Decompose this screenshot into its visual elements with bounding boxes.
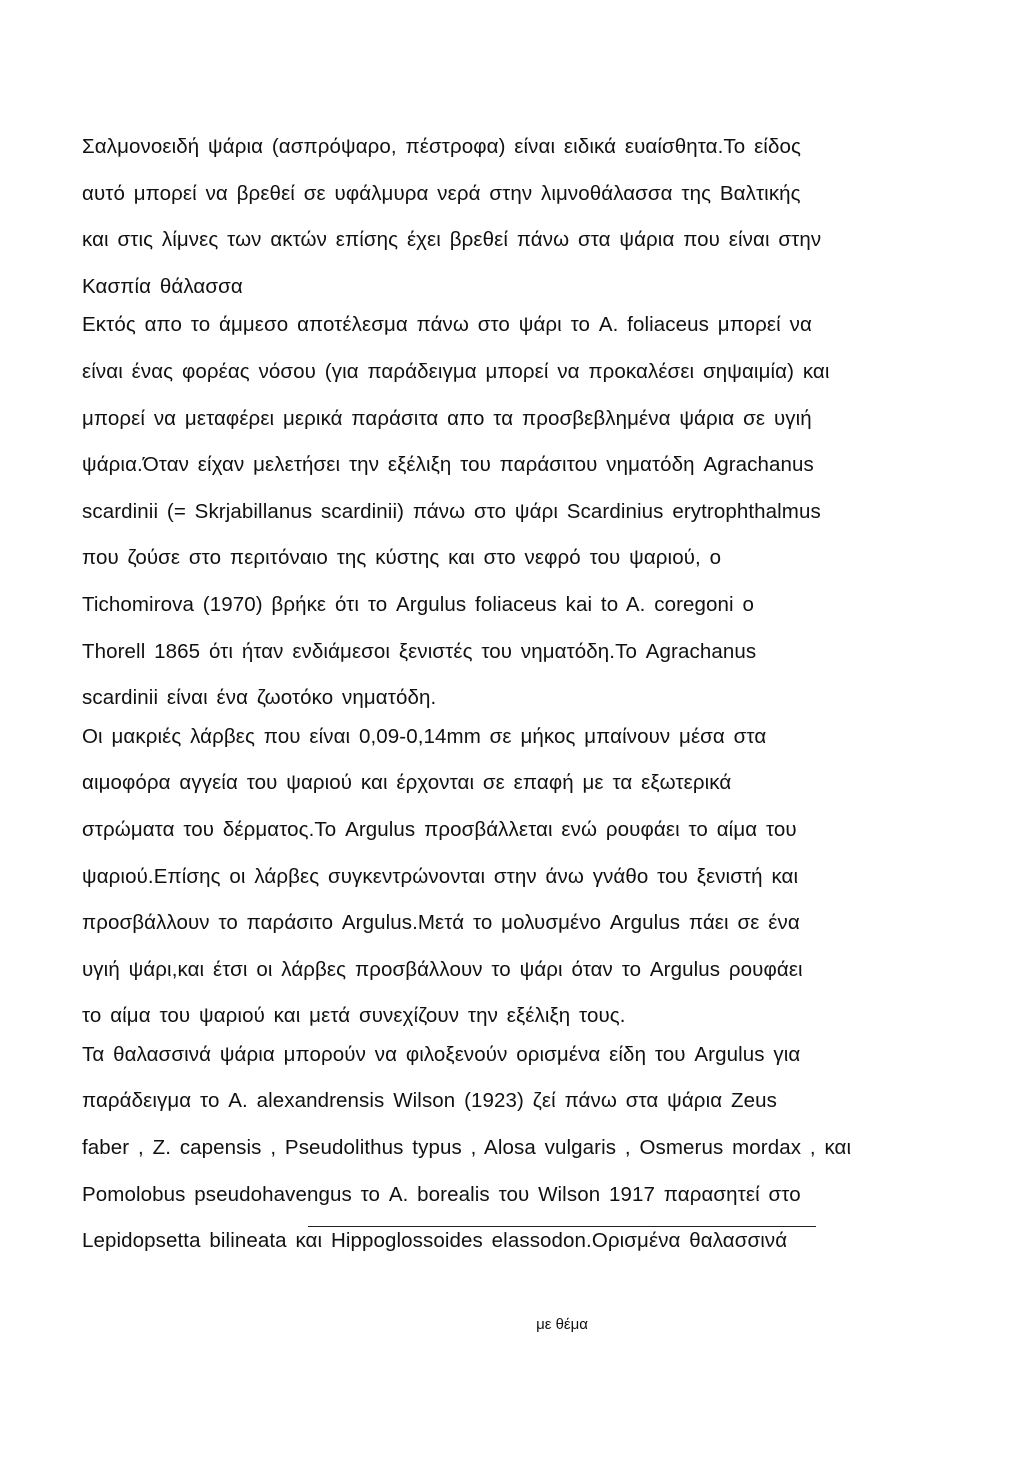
text-line: στρώματα του δέρματος.Το Argulus προσβάλλεται ενώ ρουφάει το αίμα του	[82, 817, 797, 841]
text-line: scardinii (= Skrjabillanus scardinii) πάνω στο ψάρι Scardinius erytrophthalmus	[82, 499, 821, 523]
text-line: αιμοφόρα αγγεία του ψαριού και έρχονται σε επαφή με τα εξωτερικά	[82, 771, 732, 795]
body-text	[82, 134, 942, 1275]
text-line: παράδειγμα το A. alexandrensis Wilson (1923) ζεί πάνω στα ψάρια Zeus	[82, 1089, 777, 1113]
text-line: προσβάλλουν το παράσιτο Argulus.Μετά το μολυσμένο Argulus πάει σε ένα	[82, 911, 800, 935]
text-line: που ζούσε στο περιτόναιο της κύστης και στο νεφρό του ψαριού, ο	[82, 546, 722, 570]
footer-text: με θέμα	[536, 1316, 588, 1333]
footnote-divider	[308, 1226, 816, 1227]
text-line: αυτό μπορεί να βρεθεί σε υφάλμυρα νερά στην λιμνοθάλασσα της Βαλτικής	[82, 181, 801, 205]
text-line: ψάρια.Όταν είχαν μελετήσει την εξέλιξη του παράσιτου νηματόδη Agrachanus	[82, 453, 814, 477]
text-line: Σαλμονοειδή ψάρια (ασπρόψαρο, πέστροφα) είναι ειδικά ευαίσθητα.Το είδος	[82, 135, 801, 158]
text-line: το αίμα του ψαριού και μετά συνεχίζουν την εξέλιξη τους.	[82, 1004, 626, 1028]
text-line: Thorell 1865 ότι ήταν ενδιάμεσοι ξενιστές του νηματόδη.Το Agrachanus	[82, 639, 757, 663]
text-line: μπορεί να μεταφέρει μερικά παράσιτα απο τα προσβεβλημένα ψάρια σε υγιή	[82, 406, 812, 430]
text-line: faber , Z. capensis , Pseudolithus typus , Alosa vulgaris , Osmerus mordax , και	[82, 1136, 852, 1160]
text-line: scardinii είναι ένα ζωοτόκο νηματόδη.	[82, 686, 437, 710]
text-line: είναι ένας φορέας νόσου (για παράδειγμα μπορεί να προκαλέσει σηψαιμία) και	[82, 359, 830, 383]
text-line: Οι μακριές λάρβες που είναι 0,09-0,14mm σε μήκος μπαίνουν μέσα στα	[82, 724, 767, 748]
text-line: Εκτός απο το άμμεσο αποτέλεσμα πάνω στο ψάρι το A. foliaceus μπορεί να	[82, 313, 812, 337]
text-line: Tichomirova (1970) βρήκε ότι το Argulus foliaceus kai to A. coregoni o	[82, 592, 754, 616]
text-line: υγιή ψάρι,και έτσι οι λάρβες προσβάλλουν το ψάρι όταν το Argulus ρουφάει	[82, 957, 803, 981]
text-line: Τα θαλασσινά ψάρια μπορούν να φιλοξενούν ορισμένα είδη του Argulus για	[82, 1042, 801, 1066]
text-line: Lepidopsetta bilineata και Hippoglossoides elassodon.Ορισμένα θαλασσινά	[82, 1229, 788, 1253]
text-line: και στις λίμνες των ακτών επίσης έχει βρεθεί πάνω στα ψάρια που είναι στην	[82, 228, 822, 252]
text-line: Pomolobus pseudohavengus το A. borealis του Wilson 1917 παρασητεί στο	[82, 1182, 801, 1206]
text-line: Κασπία θάλασσα	[82, 274, 243, 298]
text-line: ψαριού.Επίσης οι λάρβες συγκεντρώνονται στην άνω γνάθο του ξενιστή και	[82, 864, 799, 888]
